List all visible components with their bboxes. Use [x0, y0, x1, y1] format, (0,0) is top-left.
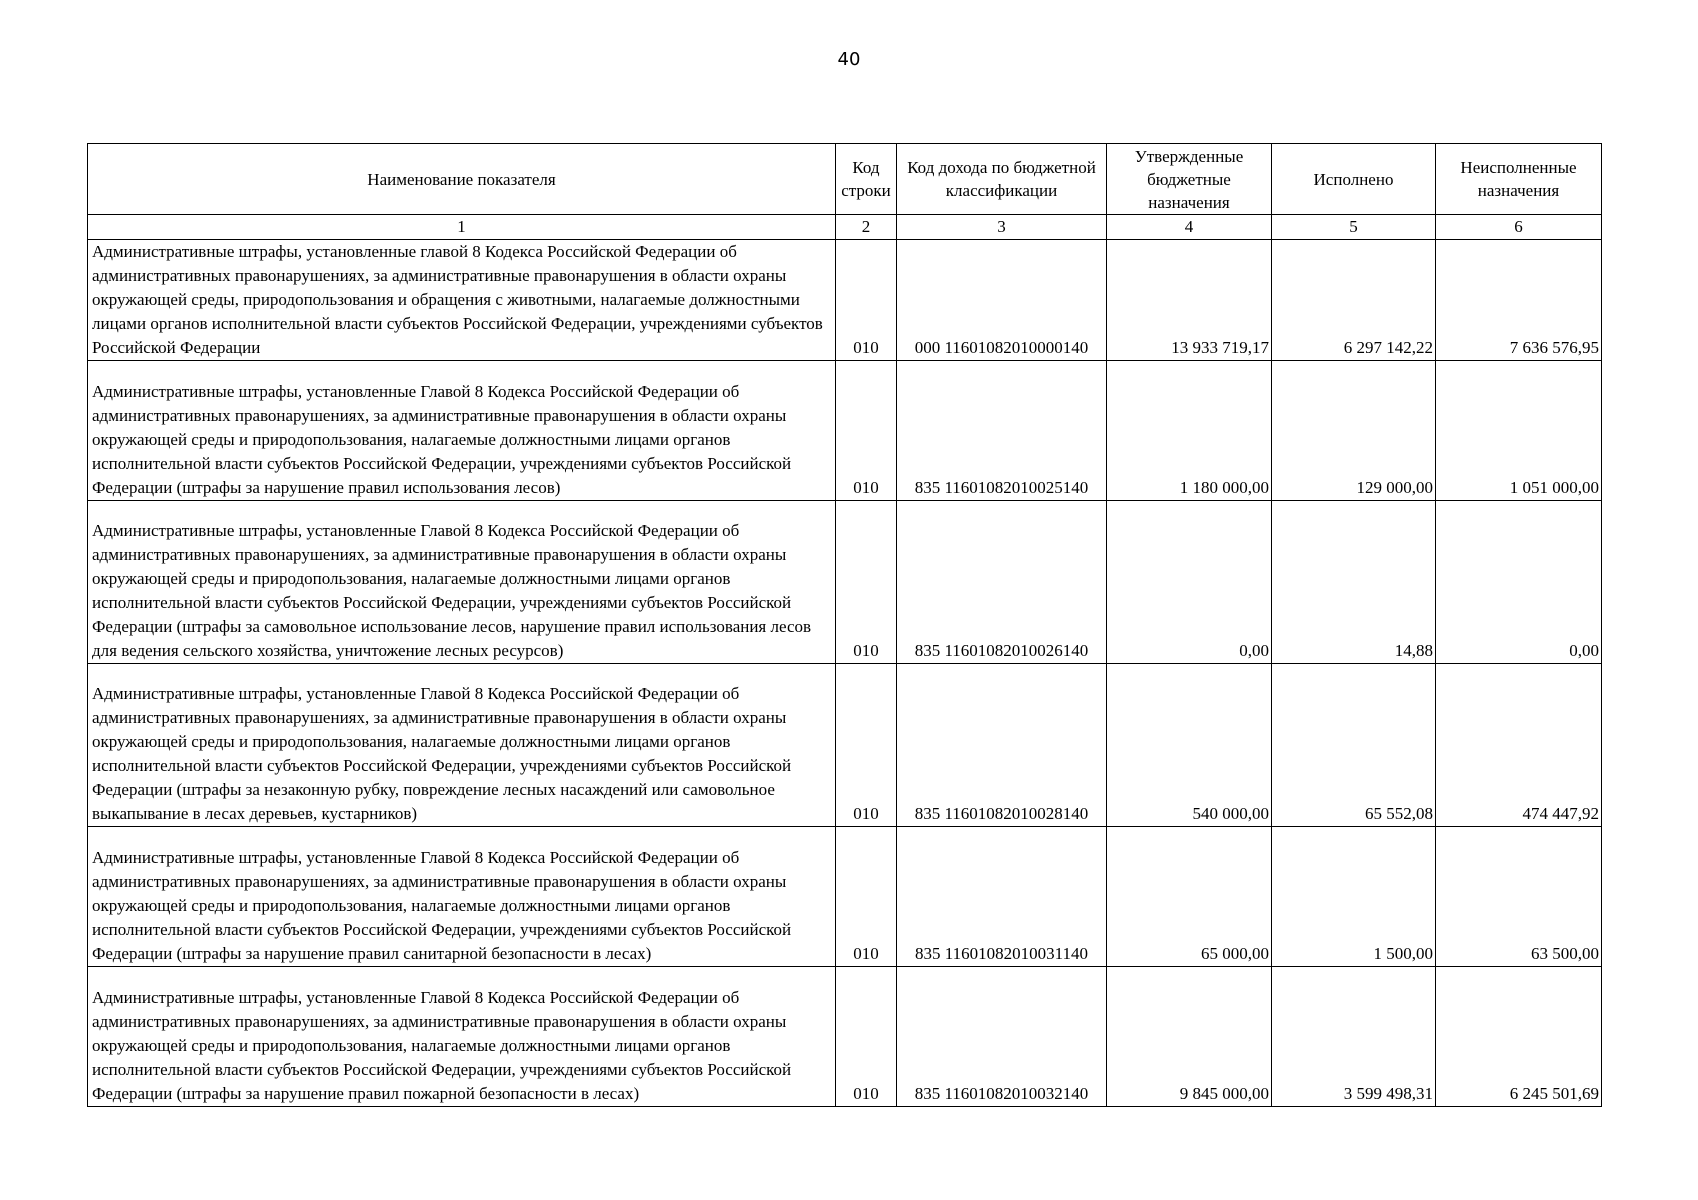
indicator-name: Административные штрафы, установленные главой 8 Кодекса Российской Федерации об административных правонарушениях, за административные правонарушения в области охраны окружающей среды, природопользования и обращения с животными, налагаемые должностными лицами органов исполнительной власти субъектов Российской Федерации, учреждениями субъектов Российской Федерации: [88, 240, 836, 361]
budget-execution-table: [87, 143, 1602, 1107]
header-approved: Утвержденные бюджетные назначения: [1107, 144, 1272, 215]
table-header-row: [88, 144, 1602, 215]
approved-amount: 9 845 000,00: [1107, 967, 1272, 1107]
unexecuted-amount: 7 636 576,95: [1436, 240, 1602, 361]
line-code: 010: [836, 827, 897, 967]
executed-amount: 6 297 142,22: [1272, 240, 1436, 361]
income-code: 000 11601082010000140: [897, 240, 1107, 361]
executed-amount: 65 552,08: [1272, 664, 1436, 827]
column-number: 3: [897, 215, 1107, 240]
column-number: 6: [1436, 215, 1602, 240]
line-code: 010: [836, 664, 897, 827]
approved-amount: 13 933 719,17: [1107, 240, 1272, 361]
unexecuted-amount: 474 447,92: [1436, 664, 1602, 827]
header-unexecuted: Неисполненные назначения: [1436, 144, 1602, 215]
income-code: 835 11601082010026140: [897, 501, 1107, 664]
approved-amount: 0,00: [1107, 501, 1272, 664]
column-number-row: [88, 215, 1602, 240]
executed-amount: 14,88: [1272, 501, 1436, 664]
unexecuted-amount: 0,00: [1436, 501, 1602, 664]
indicator-name: Административные штрафы, установленные Главой 8 Кодекса Российской Федерации об административных правонарушениях, за административные правонарушения в области охраны окружающей среды и природопользования, налагаемые должностными лицами органов исполнительной власти субъектов Российской Федерации, учреждениями субъектов Российской Федерации (штрафы за нарушение правил санитарной безопасности в лесах): [88, 827, 836, 967]
income-code: 835 11601082010032140: [897, 967, 1107, 1107]
executed-amount: 129 000,00: [1272, 361, 1436, 501]
income-code: 835 11601082010025140: [897, 361, 1107, 501]
table-row: [88, 967, 1602, 1107]
unexecuted-amount: 1 051 000,00: [1436, 361, 1602, 501]
income-code: 835 11601082010028140: [897, 664, 1107, 827]
line-code: 010: [836, 361, 897, 501]
unexecuted-amount: 6 245 501,69: [1436, 967, 1602, 1107]
indicator-name: Административные штрафы, установленные Главой 8 Кодекса Российской Федерации об административных правонарушениях, за административные правонарушения в области охраны окружающей среды и природопользования, налагаемые должностными лицами органов исполнительной власти субъектов Российской Федерации, учреждениями субъектов Российской Федерации (штрафы за нарушение правил использования лесов): [88, 361, 836, 501]
header-executed: Исполнено: [1272, 144, 1436, 215]
line-code: 010: [836, 967, 897, 1107]
page-number: 40: [837, 49, 861, 70]
executed-amount: 3 599 498,31: [1272, 967, 1436, 1107]
column-number: 1: [88, 215, 836, 240]
column-number: 5: [1272, 215, 1436, 240]
header-line-code: Код строки: [836, 144, 897, 215]
unexecuted-amount: 63 500,00: [1436, 827, 1602, 967]
executed-amount: 1 500,00: [1272, 827, 1436, 967]
column-number: 2: [836, 215, 897, 240]
indicator-name: Административные штрафы, установленные Главой 8 Кодекса Российской Федерации об административных правонарушениях, за административные правонарушения в области охраны окружающей среды и природопользования, налагаемые должностными лицами органов исполнительной власти субъектов Российской Федерации, учреждениями субъектов Российской Федерации (штрафы за нарушение правил пожарной безопасности в лесах): [88, 967, 836, 1107]
table-row: [88, 827, 1602, 967]
column-number: 4: [1107, 215, 1272, 240]
approved-amount: 65 000,00: [1107, 827, 1272, 967]
header-income-code: Код дохода по бюджетной классификации: [897, 144, 1107, 215]
line-code: 010: [836, 240, 897, 361]
approved-amount: 1 180 000,00: [1107, 361, 1272, 501]
table-row: [88, 361, 1602, 501]
table-row: [88, 240, 1602, 361]
table-row: [88, 664, 1602, 827]
table-row: [88, 501, 1602, 664]
approved-amount: 540 000,00: [1107, 664, 1272, 827]
header-indicator-name: Наименование показателя: [88, 144, 836, 215]
indicator-name: Административные штрафы, установленные Главой 8 Кодекса Российской Федерации об административных правонарушениях, за административные правонарушения в области охраны окружающей среды и природопользования, налагаемые должностными лицами органов исполнительной власти субъектов Российской Федерации, учреждениями субъектов Российской Федерации (штрафы за самовольное использование лесов, нарушение правил использования лесов для ведения сельского хозяйства, уничтожение лесных ресурсов): [88, 501, 836, 664]
line-code: 010: [836, 501, 897, 664]
indicator-name: Административные штрафы, установленные Главой 8 Кодекса Российской Федерации об административных правонарушениях, за административные правонарушения в области охраны окружающей среды и природопользования, налагаемые должностными лицами органов исполнительной власти субъектов Российской Федерации, учреждениями субъектов Российской Федерации (штрафы за незаконную рубку, повреждение лесных насаждений или самовольное выкапывание в лесах деревьев, кустарников): [88, 664, 836, 827]
income-code: 835 11601082010031140: [897, 827, 1107, 967]
